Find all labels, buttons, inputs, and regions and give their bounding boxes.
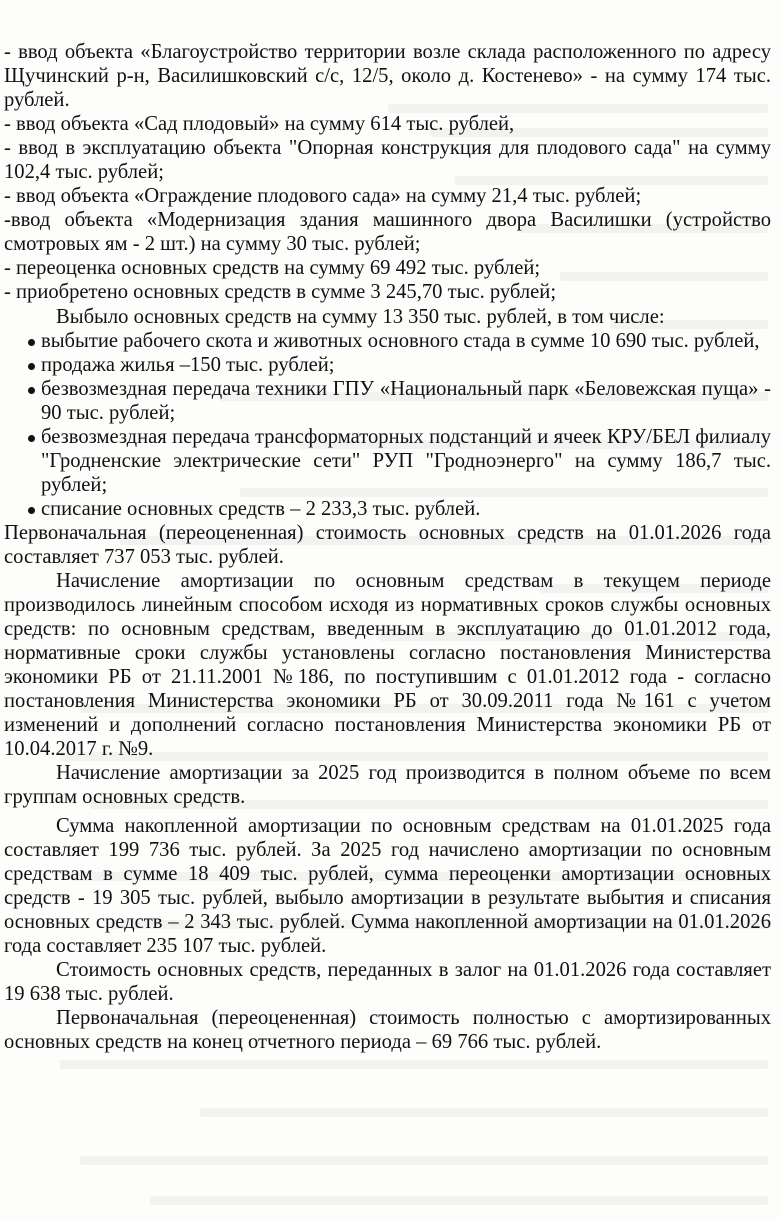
paragraph-nachislenie-amortizacii: Начисление амортизации по основным средствам в текущем периоде производилось линейным способом исходя из нормативных сроков службы основных средств: по основным средствам, введенным в эксплуатацию до 01.01.2012 года, нормативные сроки службы установлены согласно постановления Министерства экономики РБ от 21.11.2001 №186, по поступившим с 01.01.2012 года - согласно постановления Министерства экономики РБ от 30.09.2011 года №161 с учетом изменений и дополнений согласно постановления Министерства экономики РБ от 10.04.2017 г. №9.	[4, 570, 771, 761]
bullet-dot-icon	[28, 387, 35, 394]
bullet-text: безвозмездная передача техники ГПУ «Национальный парк «Беловежская пуща» - 90 тыс. рублей;	[41, 377, 771, 424]
bullet-text: выбытие рабочего скота и животных основного стада в сумме 10 690 тыс. рублей,	[41, 329, 760, 352]
bullet-item	[4, 353, 771, 377]
document-body	[4, 40, 771, 1054]
paragraph-zalog: Стоимость основных средств, переданных в залог на 01.01.2026 года составляет 19 638 тыс. рублей.	[4, 958, 771, 1005]
paragraph-vybylo: Выбыло основных средств на сумму 13 350 тыс. рублей, в том числе:	[56, 305, 665, 328]
paragraph-pervonachalnaya-stoimost: Первоначальная (переоцененная) стоимость основных средств на 01.01.2026 года составляет 737 053 тыс. рублей.	[4, 521, 771, 568]
paragraph-nakoplennaya-amortizaciya: Сумма накопленной амортизации по основным средствам на 01.01.2025 года составляет 199 736 тыс. рублей. За 2025 год начислено амортизации по основным средствам в сумме 18 409 тыс. рублей, сумма переоценки амортизации основных средств - 19 305 тыс. рублей, выбыло амортизации в результате выбытия и списания основных средств – 2 343 тыс. рублей. Сумма накопленной амортизации на 01.01.2026 года составляет 235 107 тыс. рублей.	[4, 814, 771, 957]
bullet-dot-icon	[28, 507, 35, 514]
bullet-item	[4, 425, 771, 497]
line-blagoustroistvo: - ввод объекта «Благоустройство территории возле склада расположенного по адресу Щучинский р-н, Василишковский с/с, 12/5, около д. Костенево» - на сумму 174 тыс. рублей.	[4, 41, 771, 112]
line-ograzhdenie: - ввод объекта «Ограждение плодового сада» на сумму 21,4 тыс. рублей;	[4, 185, 642, 208]
line-pereocenka: - переоценка основных средств на сумму 69 492 тыс. рублей;	[4, 257, 541, 280]
bullet-dot-icon	[28, 363, 35, 370]
line-priobreteno: - приобретено основных средств в сумме 3 245,70 тыс. рублей;	[4, 281, 557, 304]
bullet-text: безвозмездная передача трансформаторных подстанций и ячеек КРУ/БЕЛ филиалу "Гродненские электрические сети" РУП "Гродноэнерго" на сумму 186,7 тыс. рублей;	[41, 425, 771, 496]
bullet-text: списание основных средств – 2 233,3 тыс. рублей.	[41, 497, 481, 520]
paragraph-amortizaciya-2025: Начисление амортизации за 2025 год производится в полном объеме по всем группам основных средств.	[4, 762, 771, 809]
bullet-dot-icon	[28, 339, 35, 346]
line-opornaya-konstrukciya: - ввод в эксплуатацию объекта "Опорная конструкция для плодового сада" на сумму 102,4 тыс. рублей;	[4, 137, 771, 184]
bullet-item	[4, 497, 771, 521]
paragraph-polnostyu-amortizirovannye: Первоначальная (переоцененная) стоимость полностью с амортизированных основных средств на конец отчетного периода – 69 766 тыс. рублей.	[4, 1006, 771, 1053]
bullet-text: продажа жилья –150 тыс. рублей;	[41, 353, 335, 376]
bullet-item	[4, 329, 771, 353]
bullet-item	[4, 377, 771, 425]
line-modernizaciya: -ввод объекта «Модернизация здания машинного двора Василишки (устройство смотровых ям - 2 шт.) на сумму 30 тыс. рублей;	[4, 209, 771, 256]
line-sad-plodovyi: - ввод объекта «Сад плодовый» на сумму 614 тыс. рублей,	[4, 113, 515, 136]
bullet-dot-icon	[28, 435, 35, 442]
